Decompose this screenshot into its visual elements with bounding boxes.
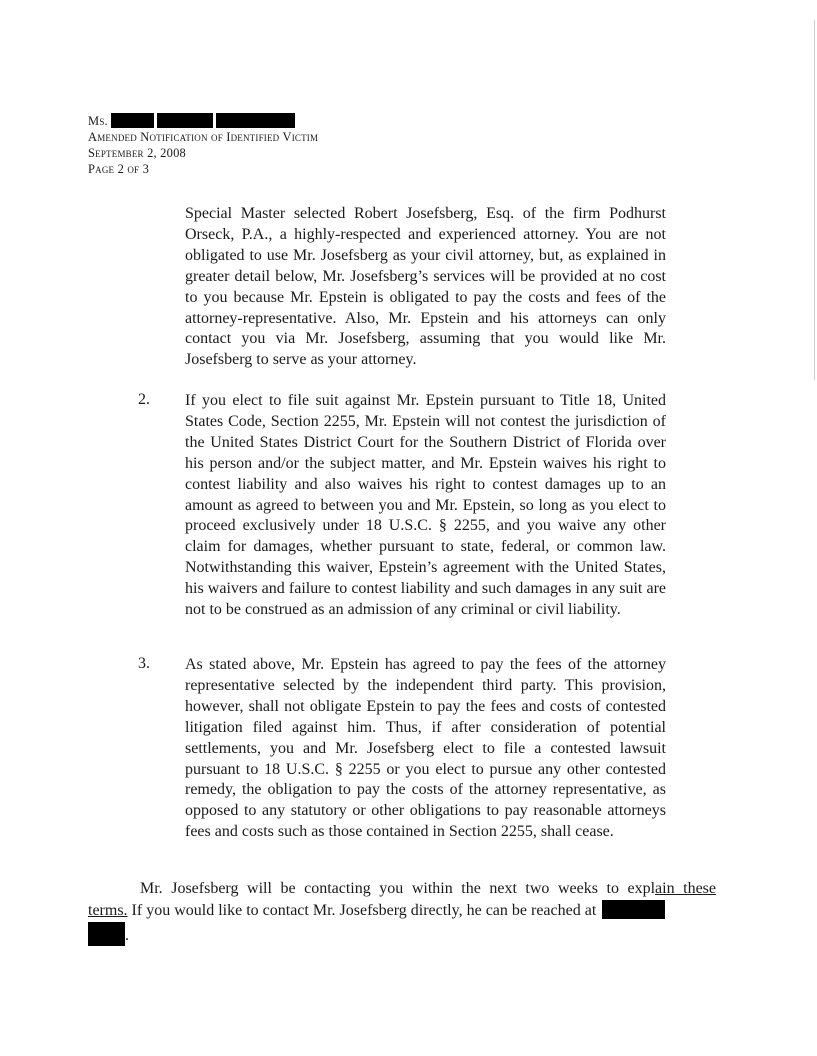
scan-edge-line	[814, 20, 815, 380]
item-paragraph: If you elect to file suit against Mr. Epstein pursuant to Title 18, United States Code, Section 2255, Mr. Epstein will not contest the jurisdiction of the United States District Court for the Southern District of Florida over his person and/or the subject matter, and Mr. Epstein waives his right to contest liability and also waives his right to contest damages up to an amount as agreed to between you and Mr. Epstein, so long as you elect to proceed exclusively under 18 U.S.C. § 2255, and you waive any other claim for damages, whether pursuant to state, federal, or common law. Notwithstanding this waiver, Epstein’s agreement with the United States, his waivers and failure to contest liability and such damages in any suit are not to be construed as an admission of any criminal or civil liability.	[185, 392, 666, 619]
redaction-box	[157, 113, 213, 128]
redaction-box	[216, 113, 295, 128]
item-number: 3.	[138, 655, 150, 672]
closing-line-2	[88, 900, 716, 922]
closing-text: Mr. Josefsberg will be contacting you within the next two weeks to expl	[140, 880, 656, 897]
redaction-box	[88, 922, 125, 946]
closing-text: If you would like to contact Mr. Josefsberg directly, he can be reached at	[127, 901, 597, 919]
letter-date: September 2, 2008	[88, 146, 186, 160]
underlined-text: terms.	[88, 901, 128, 919]
page-number: Page 2 of 3	[88, 162, 150, 176]
recipient-salutation: Ms.	[88, 114, 108, 128]
item-paragraph: As stated above, Mr. Epstein has agreed to pay the fees of the attorney representative selected by the independent third party. This provision, however, shall not obligate Epstein to pay the fees and costs of contested litigation filed against him. Thus, if after consideration of potential settlements, you and Mr. Josefsberg elect to file a contested lawsuit pursuant to 18 U.S.C. § 2255 or you elect to pursue any other contested remedy, the obligation to pay the costs of the attorney representative, as opposed to any statutory or other obligations to pay reasonable attorneys fees and costs such as those contained in Section 2255, shall cease.	[185, 656, 666, 841]
letter-title: Amended Notification of Identified Victim	[88, 130, 319, 144]
closing-paragraph	[88, 879, 716, 947]
redaction-box	[602, 900, 665, 919]
closing-line-3	[88, 922, 716, 947]
recipient-line	[88, 113, 318, 129]
underlined-text: ain these	[655, 880, 717, 897]
redaction-box	[111, 113, 154, 128]
closing-line-1	[88, 879, 716, 900]
intro-paragraph: Special Master selected Robert Josefsberg, Esq. of the firm Podhurst Orseck, P.A., a highly-respected and experienced attorney. You are not obligated to use Mr. Josefsberg as your civil attorney, but, as explained in greater detail below, Mr. Josefsberg’s services will be provided at no cost to you because Mr. Epstein is obligated to pay the costs and fees of the attorney-representative. Also, Mr. Epstein and his attorneys can only contact you via Mr. Josefsberg, assuming that you would like Mr. Josefsberg to serve as your attorney.	[185, 205, 666, 369]
letter-header	[88, 113, 318, 177]
item-number: 2.	[138, 391, 150, 408]
closing-text: .	[125, 926, 129, 944]
